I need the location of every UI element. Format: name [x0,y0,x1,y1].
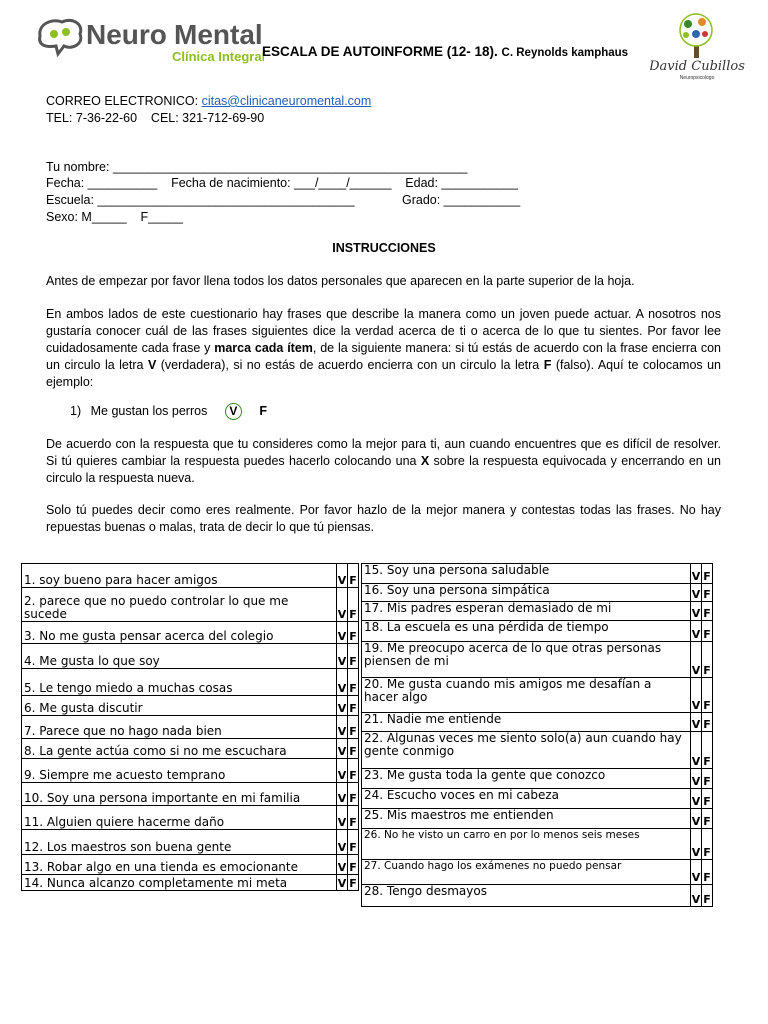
question-text: 1. soy bueno para hacer amigos [22,564,337,588]
table-row [362,860,713,885]
logo-mental: Mental [174,19,263,50]
question-text: 21. Nadie me entiende [362,713,691,732]
right-logo-sub: Neuropsicologo [679,75,715,81]
table-row [362,602,713,621]
answer-f[interactable]: F [348,644,359,669]
questions-table-right [361,563,713,907]
instructions-paragraph-1: Antes de empezar por favor llena todos los datos personales que aparecen en la parte superior de la hoja. [46,274,635,288]
answer-v[interactable]: V [337,696,348,716]
answer-v[interactable]: V [691,732,702,769]
table-row [22,855,359,875]
answer-f[interactable]: F [702,732,713,769]
answer-v[interactable]: V [337,588,348,622]
table-row [22,739,359,759]
answer-f[interactable]: F [348,875,359,891]
question-text: 24. Escucho voces en mi cabeza [362,789,691,809]
question-text: 20. Me gusta cuando mis amigos me desafían a hacer algo [362,678,691,713]
answer-f[interactable]: F [702,713,713,732]
right-logo-name: David Cubillos [650,59,745,74]
instructions-paragraph-4: Solo tú puedes decir como eres realmente. Por favor hazlo de la mejor manera y contestas todas las frases. No hay repuestas buenas o malas, trata de decir lo que tú piensas. [46,503,721,534]
answer-f[interactable]: F [348,830,359,855]
table-row [362,713,713,732]
sex-field[interactable]: Sexo: M_____ F_____ [46,210,183,224]
question-text: 6. Me gusta discutir [22,696,337,716]
answer-v[interactable]: V [337,830,348,855]
table-row [22,759,359,783]
answer-f[interactable]: F [348,716,359,739]
answer-v[interactable]: V [691,564,702,584]
table-row [362,621,713,642]
question-text: 13. Robar algo en una tienda es emocionante [22,855,337,875]
answer-f[interactable]: F [702,809,713,829]
question-text: 17. Mis padres esperan demasiado de mi [362,602,691,621]
table-row [22,696,359,716]
table-row [362,584,713,602]
question-text: 7. Parece que no hago nada bien [22,716,337,739]
answer-v[interactable]: V [337,564,348,588]
example-number: 1) [70,404,82,418]
question-text: 26. No he visto un carro en por lo menos seis meses [362,829,691,860]
name-field[interactable]: Tu nombre: ___________________________________________________ [46,160,468,174]
table-row [22,644,359,669]
table-row [362,885,713,907]
question-text: 22. Algunas veces me siento solo(a) aun cuando hay gente conmigo [362,732,691,769]
answer-f[interactable]: F [702,621,713,642]
table-row [362,732,713,769]
table-row [362,564,713,584]
phone-line: TEL: 7-36-22-60 CEL: 321-712-69-90 [46,111,265,125]
answer-v[interactable]: V [337,855,348,875]
table-row [22,875,359,891]
answer-f[interactable]: F [348,564,359,588]
answer-f[interactable]: F [348,806,359,830]
answer-f[interactable]: F [702,829,713,860]
question-text: 16. Soy una persona simpática [362,584,691,602]
answer-f[interactable]: F [348,588,359,622]
question-text: 14. Nunca alcanzo completamente mi meta [22,875,337,891]
answer-v[interactable]: V [691,713,702,732]
grade-field[interactable]: Grado: ___________ [402,193,521,207]
answer-f[interactable]: F [702,885,713,907]
instructions-paragraph-2: En ambos lados de este cuestionario hay frases que describe la manera como un joven puede actuar. A nosotros nos gustaría conocer cuál de las frases siguientes dice la verdad acerca de ti o acerca de lo que tu sientes. Por favor lee cuidadosamente cada frase y marca cada ítem, de la siguiente manera: si tú estás de acuerdo con la frase encierra con un circulo la letra V (verdadera), si no estás de acuerdo encierra con un circulo la letra F (falso). Aquí te colocamos un ejemplo: [46,307,722,389]
title-author: C. Reynolds kamphaus [501,47,629,59]
school-field[interactable]: Escuela: _____________________________________ [46,193,355,207]
question-text: 10. Soy una persona importante en mi familia [22,783,337,806]
answer-f[interactable]: F [348,739,359,759]
question-text: 11. Alguien quiere hacerme daño [22,806,337,830]
question-text: 2. parece que no puedo controlar lo que me sucede [22,588,337,622]
document-title [262,44,628,59]
answer-f[interactable]: F [348,783,359,806]
answer-f[interactable]: F [702,789,713,809]
answer-v[interactable]: V [691,789,702,809]
answer-v[interactable]: V [691,621,702,642]
answer-v[interactable]: V [337,622,348,644]
question-text: 19. Me preocupo acerca de lo que otras personas piensen de mi [362,642,691,678]
question-text: 3. No me gusta pensar acerca del colegio [22,622,337,644]
question-text: 15. Soy una persona saludable [362,564,691,584]
date-field[interactable]: Fecha: __________ Fecha de nacimiento: ___/____/______ Edad: ___________ [46,176,518,190]
table-row [22,669,359,696]
answer-f[interactable]: F [702,642,713,678]
answer-f[interactable]: F [702,564,713,584]
table-row [362,789,713,809]
answer-v[interactable]: V [337,716,348,739]
table-row [22,830,359,855]
table-row [362,678,713,713]
answer-v[interactable]: V [691,602,702,621]
answer-v[interactable]: V [337,875,348,891]
question-text: 23. Me gusta toda la gente que conozco [362,769,691,789]
email-link[interactable]: citas@clinicaneuromental.com [201,94,372,108]
answer-f[interactable]: F [348,696,359,716]
brain-icon [40,20,81,54]
instructions-heading: INSTRUCCIONES [332,241,436,255]
table-row [22,783,359,806]
table-row [22,588,359,622]
question-text: 25. Mis maestros me entienden [362,809,691,829]
table-row [22,622,359,644]
question-text: 5. Le tengo miedo a muchas cosas [22,669,337,696]
question-text: 12. Los maestros son buena gente [22,830,337,855]
example-v-circled: V [225,403,242,420]
answer-v[interactable]: V [337,669,348,696]
answer-v[interactable]: V [337,783,348,806]
logo-neuro: Neuro [86,19,167,50]
question-text: 18. La escuela es una pérdida de tiempo [362,621,691,642]
table-row [362,769,713,789]
answer-v[interactable]: V [337,759,348,783]
answer-v[interactable]: V [691,860,702,885]
answer-v[interactable]: V [691,584,702,602]
neuromental-logo [34,14,264,64]
instructions-paragraph-3: De acuerdo con la respuesta que tu consideres como la mejor para ti, aun cuando encuentres que es difícil de resolver. Si tú quieres cambiar la respuesta puedes hacerlo colocando una X sobre la respuesta equivocada y encerrando en un circulo la respuesta nueva. [46,437,721,485]
answer-v[interactable]: V [337,739,348,759]
table-row [362,809,713,829]
answer-f[interactable]: F [702,602,713,621]
answer-v[interactable]: V [691,642,702,678]
question-text: 27. Cuando hago los exámenes no puedo pensar [362,860,691,885]
example-text: Me gustan los perros [90,404,208,418]
david-cubillos-logo [650,8,745,83]
table-row [22,716,359,739]
example-item [70,403,267,420]
answer-f[interactable]: F [348,669,359,696]
logo-tagline: Clínica Integral [172,49,264,64]
answer-f[interactable]: F [702,860,713,885]
table-row [22,806,359,830]
answer-v[interactable]: V [337,644,348,669]
answer-v[interactable]: V [691,769,702,789]
email-label: CORREO ELECTRONICO: [46,94,199,108]
answer-v[interactable]: V [691,885,702,907]
example-f: F [259,404,267,418]
table-row [362,829,713,860]
email-line [46,93,371,110]
answer-f[interactable]: F [702,584,713,602]
answer-f[interactable]: F [348,622,359,644]
table-row [22,564,359,588]
question-text: 28. Tengo desmayos [362,885,691,907]
questions-table-left [21,563,359,891]
question-text: 9. Siempre me acuesto temprano [22,759,337,783]
answer-f[interactable]: F [348,855,359,875]
answer-v[interactable]: V [691,809,702,829]
answer-v[interactable]: V [691,829,702,860]
answer-f[interactable]: F [702,769,713,789]
question-text: 8. La gente actúa como si no me escuchara [22,739,337,759]
answer-f[interactable]: F [702,678,713,713]
tree-icon [680,14,712,58]
answer-v[interactable]: V [337,806,348,830]
answer-v[interactable]: V [691,678,702,713]
table-row [362,642,713,678]
answer-f[interactable]: F [348,759,359,783]
title-text: ESCALA DE AUTOINFORME (12- 18). [262,44,498,59]
question-text: 4. Me gusta lo que soy [22,644,337,669]
